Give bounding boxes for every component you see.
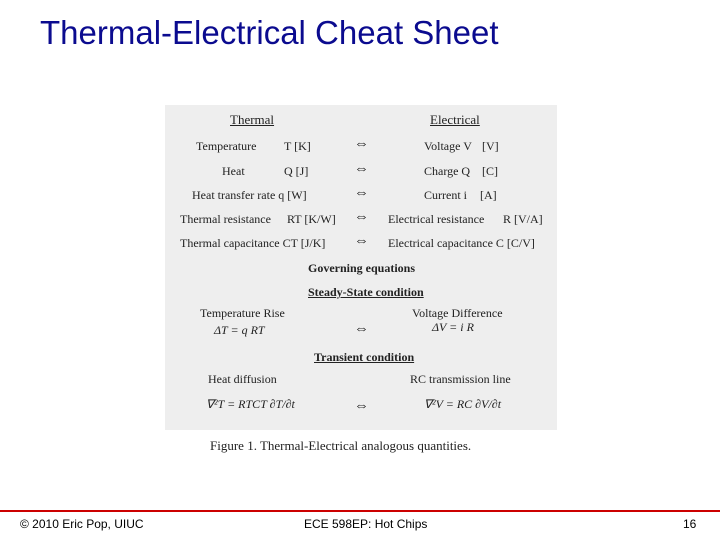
heat-diffusion-equation: ∇²T = RTCT ∂T/∂t bbox=[206, 397, 295, 411]
electrical-header: Electrical bbox=[430, 112, 480, 127]
row-1-electrical-unit: [V] bbox=[482, 139, 499, 153]
voltage-difference-label: Voltage Difference bbox=[412, 306, 503, 320]
analogy-arrow-icon: ⇔ bbox=[354, 185, 369, 201]
slide-title: Thermal-Electrical Cheat Sheet bbox=[40, 14, 499, 51]
rc-transmission-line-equation: ∇²V = RC ∂V/∂t bbox=[424, 397, 502, 411]
rc-transmission-line-label: RC transmission line bbox=[410, 372, 511, 386]
row-4-electrical-unit: R [V/A] bbox=[503, 212, 543, 226]
row-5-thermal: Thermal capacitance CT [J/K] bbox=[180, 236, 326, 250]
row-4-thermal: Thermal resistance bbox=[180, 212, 271, 226]
analogy-arrow-icon: ⇔ bbox=[354, 161, 369, 177]
row-3-thermal: Heat transfer rate q [W] bbox=[192, 188, 307, 202]
row-1-thermal: Temperature bbox=[196, 139, 257, 153]
row-1-thermal-unit: T [K] bbox=[284, 139, 311, 153]
analogy-figure bbox=[162, 105, 557, 455]
analogy-arrow-icon: ⇔ bbox=[354, 136, 369, 152]
row-3-electrical-unit: [A] bbox=[480, 188, 497, 202]
footer-course: ECE 598EP: Hot Chips bbox=[304, 517, 428, 531]
temperature-rise-equation: ΔT = q RT bbox=[214, 323, 265, 337]
row-3-electrical: Current i bbox=[424, 188, 467, 202]
footer-copyright: © 2010 Eric Pop, UIUC bbox=[20, 517, 144, 531]
row-4-electrical: Electrical resistance bbox=[388, 212, 485, 226]
row-4-thermal-unit: RT [K/W] bbox=[287, 212, 336, 226]
row-1-electrical: Voltage V bbox=[424, 139, 472, 153]
figure-caption: Figure 1. Thermal-Electrical analogous quantities. bbox=[210, 438, 472, 453]
row-2-thermal: Heat bbox=[222, 164, 245, 178]
analogy-arrow-icon: ⇔ bbox=[354, 209, 369, 225]
footer-divider bbox=[0, 510, 720, 512]
thermal-header: Thermal bbox=[230, 112, 275, 127]
heat-diffusion-label: Heat diffusion bbox=[208, 372, 277, 386]
row-5-electrical: Electrical capacitance C [C/V] bbox=[388, 236, 535, 250]
row-2-electrical: Charge Q bbox=[424, 164, 471, 178]
temperature-rise-label: Temperature Rise bbox=[200, 306, 285, 320]
row-2-electrical-unit: [C] bbox=[482, 164, 498, 178]
governing-equations-heading: Governing equations bbox=[308, 261, 416, 275]
transient-heading: Transient condition bbox=[314, 350, 415, 364]
voltage-difference-equation: ΔV = i R bbox=[432, 320, 474, 334]
analogy-arrow-icon: ⇔ bbox=[354, 321, 369, 337]
analogy-arrow-icon: ⇔ bbox=[354, 233, 369, 249]
analogy-arrow-icon: ⇔ bbox=[354, 398, 369, 414]
row-2-thermal-unit: Q [J] bbox=[284, 164, 309, 178]
steady-state-heading: Steady-State condition bbox=[308, 285, 424, 299]
page-number: 16 bbox=[683, 517, 697, 531]
